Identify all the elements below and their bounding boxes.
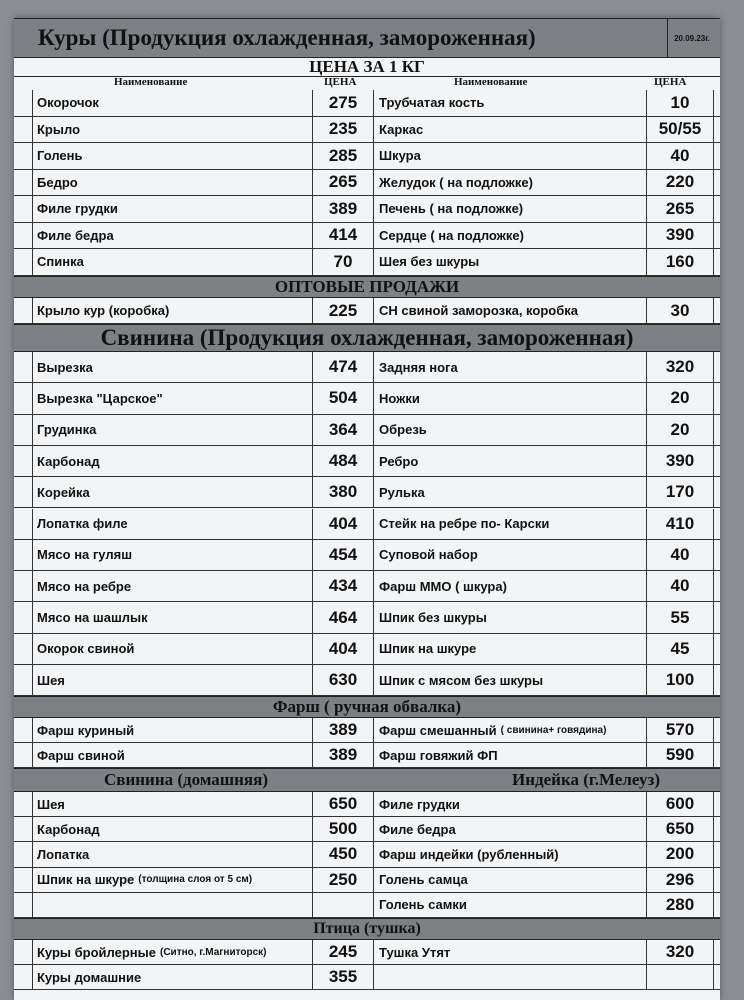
item-price-right bbox=[646, 415, 714, 445]
item-name-left-text: Шпик на шкуре bbox=[37, 872, 135, 888]
item-price-left-text: 474 bbox=[328, 357, 358, 377]
item-price-left-text: 650 bbox=[328, 794, 358, 814]
item-name-right bbox=[374, 415, 646, 445]
table-row bbox=[14, 718, 720, 743]
section-turkey: Индейка (г.Мелеуз) bbox=[512, 770, 660, 789]
item-price-right bbox=[646, 842, 714, 866]
item-name-left-text: Бедро bbox=[37, 174, 78, 190]
item-name-left bbox=[32, 940, 312, 964]
item-price-left bbox=[312, 90, 374, 116]
item-price-left bbox=[312, 842, 374, 866]
item-price-right bbox=[646, 792, 714, 816]
item-name-right-text: Ребро bbox=[379, 453, 419, 469]
item-name-left bbox=[32, 965, 312, 989]
item-name-left-text: Карбонад bbox=[37, 821, 100, 837]
item-name-left bbox=[32, 446, 312, 476]
table-row bbox=[14, 743, 720, 768]
table-row bbox=[14, 665, 720, 696]
item-price-right bbox=[646, 509, 714, 539]
item-price-right bbox=[646, 446, 714, 476]
item-price-left bbox=[312, 940, 374, 964]
item-name-left bbox=[32, 117, 312, 143]
item-name-right bbox=[374, 571, 646, 601]
item-price-left-text: 454 bbox=[328, 544, 358, 564]
item-price-right bbox=[646, 665, 714, 695]
item-price-right-text: 40 bbox=[670, 145, 690, 165]
item-price-right-text: 100 bbox=[665, 670, 695, 690]
item-price-left-text: 404 bbox=[328, 638, 358, 658]
item-name-right bbox=[374, 792, 646, 816]
item-price-right bbox=[646, 249, 714, 275]
item-price-left bbox=[312, 143, 374, 169]
item-price-right-text: 410 bbox=[665, 513, 695, 533]
item-price-left-text: 500 bbox=[328, 819, 358, 839]
item-price-right-text: 20 bbox=[670, 388, 690, 408]
item-price-left bbox=[312, 249, 374, 275]
item-name-left bbox=[32, 352, 312, 382]
item-price-right-text: 280 bbox=[665, 894, 695, 914]
item-name-right bbox=[374, 249, 646, 275]
item-name-right bbox=[374, 718, 646, 742]
item-name-right bbox=[374, 196, 646, 222]
item-name-right bbox=[374, 842, 646, 866]
item-price-right bbox=[646, 298, 714, 323]
item-name-left-text: Голень bbox=[37, 148, 83, 164]
item-price-right-text: 390 bbox=[665, 225, 695, 245]
table-row bbox=[14, 170, 720, 197]
item-name-right-text: Тушка Утят bbox=[379, 944, 451, 960]
item-name-right-text: Рулька bbox=[379, 484, 425, 500]
item-name-left bbox=[32, 383, 312, 413]
table-row bbox=[14, 792, 720, 817]
item-name-right-text: Желудок ( на подложке) bbox=[379, 174, 533, 190]
item-price-left bbox=[312, 743, 374, 767]
item-name-left-note: (толщина слоя от 5 см) bbox=[138, 874, 253, 886]
item-name-right-text: Фарш говяжий ФП bbox=[379, 747, 498, 763]
item-price-right bbox=[646, 540, 714, 570]
item-price-left bbox=[312, 893, 374, 917]
item-name-left-text: Корейка bbox=[37, 484, 90, 500]
table-row bbox=[14, 446, 720, 477]
item-name-right bbox=[374, 352, 646, 382]
item-price-right bbox=[646, 170, 714, 196]
item-name-right bbox=[374, 446, 646, 476]
item-name-right-text: Задняя нога bbox=[379, 359, 458, 375]
item-price-right-text: 30 bbox=[670, 300, 690, 320]
item-name-left bbox=[32, 634, 312, 664]
item-name-left-text: Шея bbox=[37, 672, 65, 688]
col-price-left: ЦЕНА bbox=[324, 76, 357, 88]
item-name-right-text: Шпик без шкуры bbox=[379, 610, 487, 626]
price-list-sheet bbox=[14, 18, 720, 1000]
item-price-right-text: 265 bbox=[665, 198, 695, 218]
table-row bbox=[14, 249, 720, 276]
item-price-right-text: 220 bbox=[665, 172, 695, 192]
table-row bbox=[14, 298, 720, 324]
item-price-left-text: 70 bbox=[333, 251, 353, 271]
item-name-left-text: Окорочок bbox=[37, 95, 99, 111]
item-price-left bbox=[312, 817, 374, 841]
table-row bbox=[14, 540, 720, 571]
item-name-left-note: (Ситно, г.Магниторск) bbox=[160, 946, 267, 958]
item-price-right-text: 170 bbox=[665, 482, 695, 502]
item-name-right-text: Трубчатая кость bbox=[379, 95, 485, 111]
item-price-left-text: 450 bbox=[328, 844, 358, 864]
item-name-left bbox=[32, 540, 312, 570]
item-price-right bbox=[646, 223, 714, 249]
item-name-left bbox=[32, 868, 312, 892]
item-price-right bbox=[646, 868, 714, 892]
item-name-right bbox=[374, 940, 646, 964]
section-opt: ОПТОВЫЕ ПРОДАЖИ bbox=[14, 276, 720, 298]
item-name-right-text: Шея без шкуры bbox=[379, 254, 480, 270]
item-name-left-text: Фарш куриный bbox=[37, 722, 135, 738]
section-farsh: Фарш ( ручная обвалка) bbox=[14, 696, 720, 718]
item-price-left-text: 225 bbox=[328, 300, 358, 320]
item-name-right bbox=[374, 868, 646, 892]
item-name-left bbox=[32, 223, 312, 249]
item-price-right bbox=[646, 143, 714, 169]
col-price-right: ЦЕНА bbox=[654, 76, 687, 88]
item-price-right-text: 55 bbox=[670, 607, 690, 627]
item-name-right-text: Шпик с мясом без шкуры bbox=[379, 672, 544, 688]
section-home-turkey bbox=[14, 768, 720, 792]
table-row bbox=[14, 383, 720, 414]
item-price-left-text: 275 bbox=[328, 92, 358, 112]
item-price-left-text: 504 bbox=[328, 388, 358, 408]
item-name-left bbox=[32, 477, 312, 507]
date-label: 20.09.23г. bbox=[667, 18, 710, 58]
item-price-right bbox=[646, 571, 714, 601]
table-row bbox=[14, 940, 720, 965]
item-name-right-text: Фарш смешанный bbox=[379, 722, 497, 738]
item-price-left-text: 355 bbox=[328, 967, 358, 986]
item-name-left-text: Мясо на гуляш bbox=[37, 547, 133, 563]
column-headers bbox=[14, 76, 720, 90]
item-name-left-text: Крыло кур (коробка) bbox=[37, 303, 170, 318]
item-name-left-text: Лопатка bbox=[37, 846, 90, 862]
item-price-right bbox=[646, 196, 714, 222]
item-name-right-note: ( свинина+ говядина) bbox=[500, 724, 607, 736]
item-price-left-text: 484 bbox=[328, 451, 358, 471]
item-name-right bbox=[374, 893, 646, 917]
item-name-right bbox=[374, 817, 646, 841]
item-name-right bbox=[374, 170, 646, 196]
item-price-left bbox=[312, 792, 374, 816]
item-price-left bbox=[312, 540, 374, 570]
item-name-right-text: Филе бедра bbox=[379, 821, 456, 837]
item-price-right bbox=[646, 117, 714, 143]
item-price-right bbox=[646, 940, 714, 964]
title-bar bbox=[14, 18, 720, 58]
item-price-left-text: 250 bbox=[328, 869, 358, 889]
item-name-right bbox=[374, 117, 646, 143]
item-price-right-text: 20 bbox=[670, 419, 690, 439]
item-name-right-text: Стейк на ребре по- Карски bbox=[379, 516, 550, 532]
item-price-left bbox=[312, 718, 374, 742]
item-price-left bbox=[312, 170, 374, 196]
item-price-left bbox=[312, 117, 374, 143]
table-row bbox=[14, 477, 720, 508]
item-name-left-text: Лопатка филе bbox=[37, 516, 128, 532]
item-name-left-text: Крыло bbox=[37, 121, 81, 137]
item-price-left bbox=[312, 509, 374, 539]
item-price-right bbox=[646, 893, 714, 917]
item-price-left bbox=[312, 298, 374, 323]
item-name-right bbox=[374, 743, 646, 767]
table-row bbox=[14, 352, 720, 383]
item-price-left-text: 434 bbox=[328, 576, 358, 596]
item-price-right-text: 10 bbox=[670, 92, 690, 112]
item-name-left-text: Спинка bbox=[37, 254, 84, 270]
item-name-left-text: Грудинка bbox=[37, 422, 97, 438]
item-price-left-text: 404 bbox=[328, 513, 358, 533]
item-price-left-text: 389 bbox=[328, 198, 358, 218]
item-name-right bbox=[374, 634, 646, 664]
item-price-right bbox=[646, 634, 714, 664]
item-name-left bbox=[32, 602, 312, 632]
item-name-right-text: Голень самки bbox=[379, 897, 467, 913]
item-price-left bbox=[312, 415, 374, 445]
item-price-right-text: 296 bbox=[665, 869, 695, 889]
item-price-right bbox=[646, 383, 714, 413]
col-name-left: Наименование bbox=[114, 76, 188, 88]
item-price-left bbox=[312, 352, 374, 382]
table-row bbox=[14, 117, 720, 144]
item-name-left bbox=[32, 143, 312, 169]
item-name-left bbox=[32, 298, 312, 323]
item-price-left bbox=[312, 571, 374, 601]
item-price-left bbox=[312, 665, 374, 695]
item-name-left-text: Мясо на шашлык bbox=[37, 610, 148, 626]
item-name-left bbox=[32, 842, 312, 866]
item-price-right-text: 320 bbox=[665, 357, 695, 377]
item-name-left bbox=[32, 743, 312, 767]
item-name-left-text: Куры бройлерные bbox=[37, 944, 156, 960]
item-price-left bbox=[312, 477, 374, 507]
item-price-right bbox=[646, 602, 714, 632]
section-pork-home: Свинина (домашняя) bbox=[104, 770, 268, 789]
item-name-right bbox=[374, 602, 646, 632]
item-price-left-text: 414 bbox=[328, 225, 358, 245]
table-row bbox=[14, 571, 720, 602]
item-name-left-text: Филе грудки bbox=[37, 201, 118, 217]
item-name-left bbox=[32, 792, 312, 816]
item-name-right bbox=[374, 509, 646, 539]
item-price-right-text: 650 bbox=[665, 819, 695, 839]
item-price-right-text: 390 bbox=[665, 451, 695, 471]
item-price-right-text: 50/55 bbox=[658, 119, 702, 139]
item-price-left bbox=[312, 634, 374, 664]
item-name-left bbox=[32, 90, 312, 116]
item-name-left bbox=[32, 893, 312, 917]
item-price-right-text: 160 bbox=[665, 251, 695, 271]
item-name-right-text: Суповой набор bbox=[379, 547, 478, 563]
item-name-left-text: Карбонад bbox=[37, 453, 100, 469]
item-price-right bbox=[646, 965, 714, 989]
item-name-left bbox=[32, 170, 312, 196]
table-row bbox=[14, 196, 720, 223]
item-name-left-text: Мясо на ребре bbox=[37, 578, 132, 594]
table-row bbox=[14, 223, 720, 250]
item-price-left-text: 364 bbox=[328, 419, 358, 439]
table-row bbox=[14, 90, 720, 117]
table-row bbox=[14, 602, 720, 633]
item-name-right-text: Голень самца bbox=[379, 872, 468, 888]
item-name-right-text: Шкура bbox=[379, 148, 421, 164]
item-name-right-text: Шпик на шкуре bbox=[379, 641, 477, 657]
item-name-left-text: Филе бедра bbox=[37, 227, 114, 243]
item-name-right bbox=[374, 540, 646, 570]
item-name-left-text: Куры домашние bbox=[37, 969, 142, 985]
item-name-left bbox=[32, 718, 312, 742]
item-price-left-text: 285 bbox=[328, 145, 358, 165]
item-price-right bbox=[646, 817, 714, 841]
item-name-right-text: Печень ( на подложке) bbox=[379, 201, 524, 217]
table-row bbox=[14, 415, 720, 446]
price-header: ЦЕНА ЗА 1 КГ bbox=[14, 58, 720, 77]
table-row bbox=[14, 509, 720, 540]
item-name-left bbox=[32, 196, 312, 222]
item-name-right bbox=[374, 298, 646, 323]
item-name-right-text: Каркас bbox=[379, 121, 424, 137]
table-row bbox=[14, 868, 720, 893]
item-price-left bbox=[312, 223, 374, 249]
item-price-right-text: 600 bbox=[665, 794, 695, 814]
item-name-left bbox=[32, 817, 312, 841]
item-price-right-text: 200 bbox=[665, 844, 695, 864]
table-row bbox=[14, 143, 720, 170]
item-price-right bbox=[646, 743, 714, 767]
item-price-right-text: 590 bbox=[665, 745, 695, 764]
item-price-right bbox=[646, 718, 714, 742]
page-title: Куры (Продукция охлажденная, замороженная) bbox=[38, 25, 536, 50]
item-price-right bbox=[646, 352, 714, 382]
item-name-right bbox=[374, 383, 646, 413]
item-price-left-text: 380 bbox=[328, 482, 358, 502]
item-name-right-text: Сердце ( на подложке) bbox=[379, 227, 524, 243]
item-name-right-text: Фарш индейки (рубленный) bbox=[379, 846, 559, 862]
item-price-left bbox=[312, 383, 374, 413]
item-price-left-text: 265 bbox=[328, 172, 358, 192]
item-price-right bbox=[646, 90, 714, 116]
item-name-right-text: Филе грудки bbox=[379, 796, 460, 812]
item-price-right bbox=[646, 477, 714, 507]
item-price-left bbox=[312, 602, 374, 632]
item-price-left bbox=[312, 446, 374, 476]
item-name-left bbox=[32, 509, 312, 539]
item-price-right-text: 40 bbox=[670, 544, 690, 564]
item-name-right bbox=[374, 143, 646, 169]
item-price-left-text: 245 bbox=[328, 942, 358, 961]
item-name-right bbox=[374, 477, 646, 507]
item-name-left bbox=[32, 665, 312, 695]
item-name-right bbox=[374, 665, 646, 695]
item-name-right bbox=[374, 223, 646, 249]
item-name-left-text: Вырезка bbox=[37, 359, 93, 375]
item-name-left bbox=[32, 571, 312, 601]
item-name-right-text: Ножки bbox=[379, 390, 420, 406]
item-price-left bbox=[312, 965, 374, 989]
item-name-left-text: Шея bbox=[37, 796, 65, 812]
item-price-right-text: 45 bbox=[670, 638, 690, 658]
item-price-right-text: 320 bbox=[665, 942, 695, 961]
table-row bbox=[14, 965, 720, 990]
table-row bbox=[14, 842, 720, 867]
table-row bbox=[14, 893, 720, 918]
item-name-left-text: Окорок свиной bbox=[37, 641, 135, 657]
item-price-left-text: 630 bbox=[328, 670, 358, 690]
item-price-left-text: 464 bbox=[328, 607, 358, 627]
item-price-left-text: 235 bbox=[328, 119, 358, 139]
table-row bbox=[14, 817, 720, 842]
table-row bbox=[14, 634, 720, 665]
item-name-right bbox=[374, 90, 646, 116]
item-price-left-text: 389 bbox=[328, 745, 358, 764]
item-name-right-text: СН свиной заморозка, коробка bbox=[379, 303, 578, 318]
item-name-left-text: Вырезка "Царское" bbox=[37, 390, 163, 406]
section-pork: Свинина (Продукция охлажденная, замороженная) bbox=[14, 324, 720, 352]
col-name-right: Наименование bbox=[454, 76, 528, 88]
item-price-left bbox=[312, 868, 374, 892]
item-price-right-text: 570 bbox=[665, 720, 695, 739]
item-name-right-text: Фарш ММО ( шкура) bbox=[379, 578, 507, 594]
item-price-left bbox=[312, 196, 374, 222]
item-name-left-text: Фарш свиной bbox=[37, 747, 125, 763]
item-name-left bbox=[32, 249, 312, 275]
section-birds: Птица (тушка) bbox=[14, 918, 720, 940]
item-price-right-text: 40 bbox=[670, 576, 690, 596]
item-name-right-text: Обрезь bbox=[379, 422, 427, 438]
item-price-left-text: 389 bbox=[328, 720, 358, 739]
item-name-left bbox=[32, 415, 312, 445]
item-name-right bbox=[374, 965, 646, 989]
